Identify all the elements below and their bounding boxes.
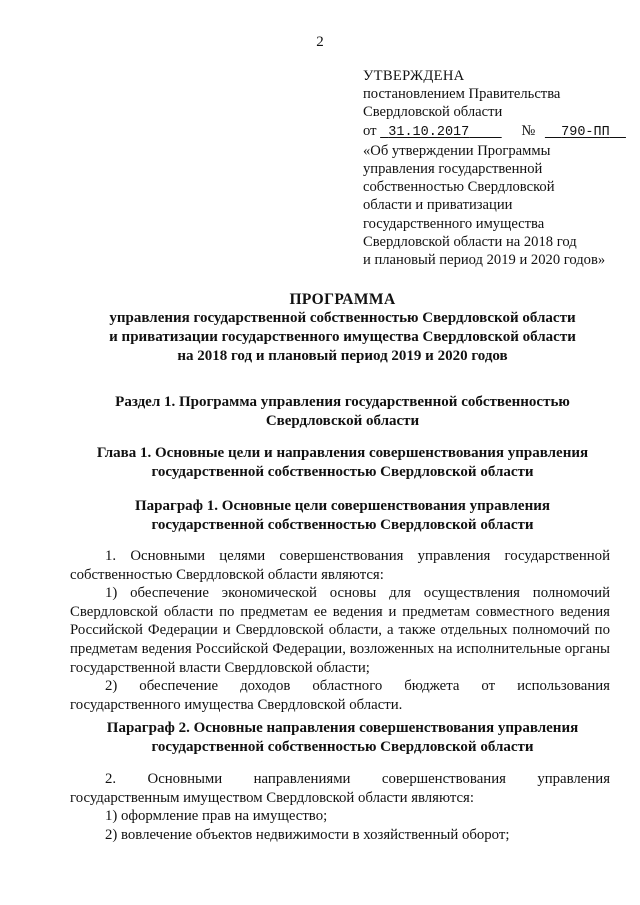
approval-date-line [363,122,633,142]
program-title-line: и приватизации государственного имущества Свердловской области [109,329,576,345]
list-item: 1) оформление прав на имущество; [105,808,328,825]
body-text: 2. Основными направлениями совершенствования управления государственным имуществом Свердловской области являются: [70,771,610,806]
approval-subject-line: Свердловской области на 2018 год [363,233,577,250]
paragraph-heading-line: Параграф 1. Основные цели совершенствования управления [135,498,550,514]
paragraph-heading-line: государственной собственностью Свердловской области [151,517,534,533]
number-prefix: № [521,122,536,139]
approval-line: Свердловской области [363,104,503,121]
paragraph-heading [60,497,625,535]
approval-subject-line: государственного имущества [363,215,545,232]
date-prefix: от [363,122,377,139]
approval-subject-line: управления государственной [363,161,543,178]
approval-subject-line: «Об утверждении Программы [363,142,551,159]
page-number: 2 [316,34,324,50]
program-title-main: ПРОГРАММА [289,291,396,308]
chapter-heading-line: Глава 1. Основные цели и направления совершенствования управления [96,445,589,461]
paragraph-heading-line: государственной собственностью Свердловской области [151,739,534,755]
program-title-line: управления государственной собственностью Свердловской области [109,310,576,326]
paragraph1-body [70,547,610,714]
list-item: 1) обеспечение экономической основы для осуществления полномочий Свердловской области по предметам ее ведения и предметам совместного ведения Российской Федерации и Свердловской области, а также отдельных полномочий по предметам ведения Российской Федерации, возложенных на исполнительные органы государственной власти Свердловской области; [70,585,610,676]
approval-subject-line: области и приватизации [363,197,513,214]
paragraph-heading-line: Параграф 2. Основные направления совершенствования управления [106,720,579,736]
approval-number-value: 790-ПП [561,124,610,140]
paragraph-heading [60,719,625,757]
program-title-line: на 2018 год и плановый период 2019 и 2020 годов [177,348,508,364]
approval-subject-line: и плановый период 2019 и 2020 годов» [363,252,606,269]
body-text: 1. Основными целями совершенствования управления государственной собственностью Свердловской области являются: [70,548,610,583]
program-title [60,290,625,366]
paragraph2-body [70,770,610,844]
section-heading-line: Свердловской области [265,413,420,429]
approval-title: УТВЕРЖДЕНА [363,68,465,84]
list-item: 2) вовлечение объектов недвижимости в хозяйственный оборот; [105,826,510,843]
approval-date-value: 31.10.2017 [388,124,470,140]
approval-subject-line: собственностью Свердловской [363,179,555,196]
section-heading-line: Раздел 1. Программа управления государственной собственностью [115,394,570,410]
chapter-heading-line: государственной собственностью Свердловской области [151,464,534,480]
approval-date [380,125,502,140]
section-heading [60,393,625,431]
chapter-heading [60,444,625,482]
approval-line: постановлением Правительства [363,86,561,103]
approval-block [363,67,633,269]
approval-number [545,125,626,140]
list-item: 2) обеспечение доходов областного бюджета от использования государственного имущества Свердловской области. [70,678,610,713]
